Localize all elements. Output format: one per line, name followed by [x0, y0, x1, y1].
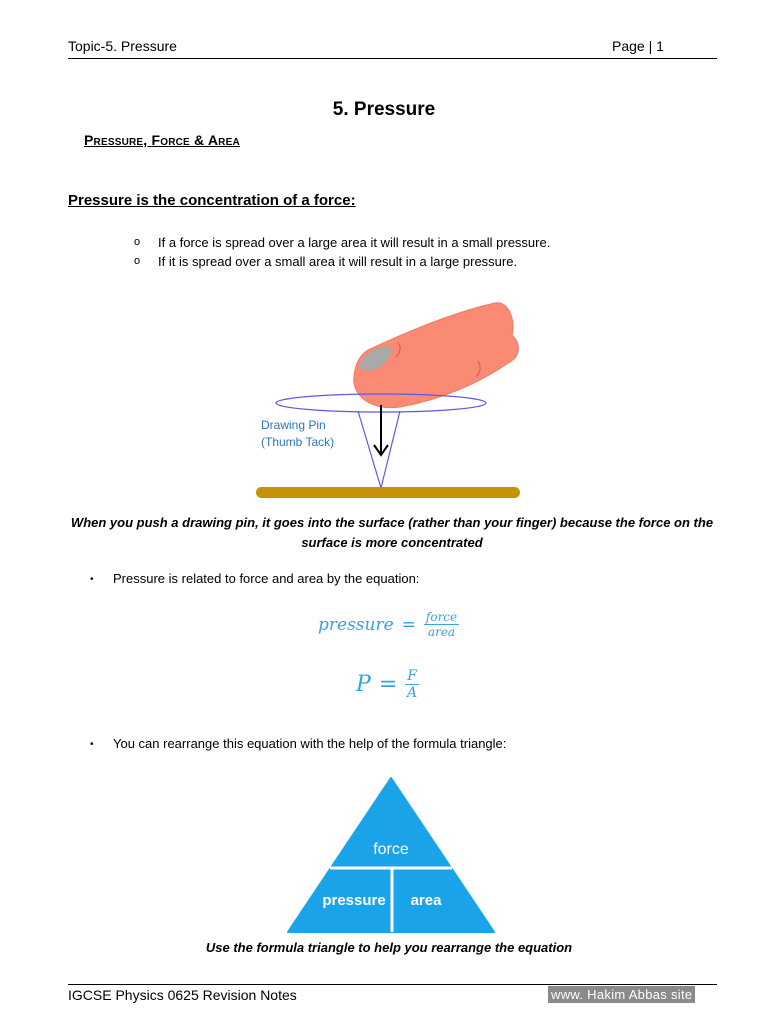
triangle-bottom-right-label: area	[410, 892, 442, 909]
circle-bullet-icon: o	[134, 236, 141, 248]
triangle-bottom-left-label: pressure	[322, 892, 386, 909]
pin-label-line2: (Thumb Tack)	[261, 435, 335, 449]
pin-spike-outline	[358, 411, 400, 488]
formula-triangle	[282, 774, 500, 936]
section-subheading: Pressure, Force & Area	[84, 132, 240, 148]
triangle-caption: Use the formula triangle to help you rearrange the equation	[205, 940, 573, 955]
equation-lhs: pressure	[318, 614, 394, 635]
list-item	[134, 233, 550, 252]
diagram-caption: When you push a drawing pin, it goes into the surface (rather than your finger) because the force on the surface is more concentrated	[70, 515, 714, 550]
header-topic: Topic-5. Pressure	[68, 38, 177, 54]
equation-denominator: area	[427, 625, 456, 639]
equation-fraction	[405, 668, 419, 701]
pin-label-line1: Drawing Pin	[261, 418, 326, 432]
drawing-pin-diagram	[250, 295, 530, 505]
pressure-equation-symbols	[356, 668, 419, 701]
surface-bar	[256, 487, 520, 498]
header-rule	[68, 58, 717, 59]
footer-website: www. Hakim Abbas site	[548, 986, 695, 1003]
pressure-equation-words	[318, 610, 459, 639]
equation-lhs: P	[356, 672, 371, 697]
list-item-text: You can rearrange this equation with the help of the formula triangle:	[113, 736, 507, 751]
list-item-text: If it is spread over a small area it will result in a large pressure.	[158, 254, 518, 269]
header-page-number: Page | 1	[612, 38, 664, 54]
equation-fraction	[424, 610, 459, 639]
equation-numerator: F	[407, 668, 417, 684]
sub-bullet-list	[134, 233, 550, 271]
triangle-top-label: force	[373, 841, 409, 858]
equation-denominator: A	[407, 685, 418, 701]
equation-equals: =	[378, 672, 398, 697]
list-item	[134, 252, 550, 271]
equation-equals: =	[401, 614, 416, 635]
page-title: 5. Pressure	[332, 99, 436, 120]
list-item	[90, 571, 419, 589]
concept-heading: Pressure is the concentration of a force:	[68, 192, 356, 209]
list-item-text: Pressure is related to force and area by the equation:	[113, 571, 420, 586]
footer-rule	[68, 984, 717, 985]
list-item-text: If a force is spread over a large area it will result in a small pressure.	[158, 235, 551, 250]
equation-numerator: force	[425, 610, 458, 624]
bullet-icon: •	[90, 574, 94, 585]
circle-bullet-icon: o	[134, 255, 141, 267]
bullet-icon: •	[90, 739, 94, 750]
list-item	[90, 736, 506, 754]
footer-course-title: IGCSE Physics 0625 Revision Notes	[68, 987, 297, 1003]
